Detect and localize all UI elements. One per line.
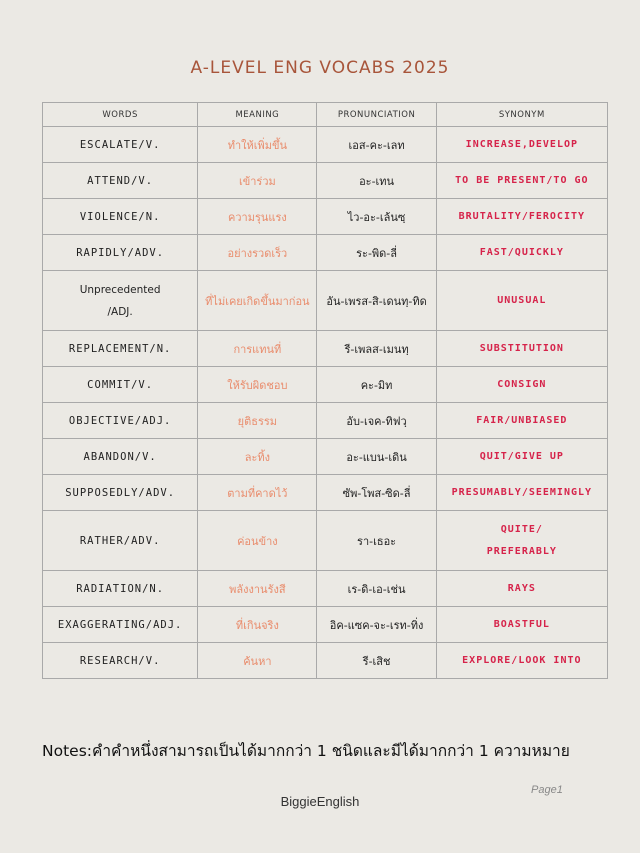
pronunciation-cell: คะ-มิท <box>317 367 436 403</box>
word-cell: Unprecedented /ADJ. <box>43 271 198 331</box>
meaning-cell: ละทิ้ง <box>198 439 317 475</box>
synonym-cell: EXPLORE/LOOK INTO <box>436 643 607 679</box>
pronunciation-cell: ไว-อะ-เล้นซฺ <box>317 199 436 235</box>
table-row <box>43 163 608 199</box>
meaning-cell: ให้รับผิดชอบ <box>198 367 317 403</box>
header-meaning: MEANING <box>198 103 317 127</box>
pronunciation-cell: ระ-พิด-ลี่ <box>317 235 436 271</box>
meaning-cell: เข้าร่วม <box>198 163 317 199</box>
page-number: Page1 <box>531 784 563 796</box>
meaning-cell: ที่ไม่เคยเกิดขึ้นมาก่อน <box>198 271 317 331</box>
word-cell: VIOLENCE/N. <box>43 199 198 235</box>
pronunciation-cell: รี-เพลส-เมนทฺ <box>317 331 436 367</box>
pronunciation-cell: เอส-คะ-เลท <box>317 127 436 163</box>
brand-name: BiggieEnglish <box>280 794 360 809</box>
meaning-cell: ทำให้เพิ่มขึ้น <box>198 127 317 163</box>
synonym-cell: FAST/QUICKLY <box>436 235 607 271</box>
word-cell: SUPPOSEDLY/ADV. <box>43 475 198 511</box>
pronunciation-cell: อะ-เทน <box>317 163 436 199</box>
header-pronunciation: PRONUNCIATION <box>317 103 436 127</box>
meaning-cell: ตามที่คาดไว้ <box>198 475 317 511</box>
pronunciation-cell: อะ-แบน-เดิน <box>317 439 436 475</box>
meaning-cell: ค่อนข้าง <box>198 511 317 571</box>
table-body <box>43 127 608 679</box>
pronunciation-cell: อิค-แซค-จะ-เรท-ทิ่ง <box>317 607 436 643</box>
meaning-cell: พลังงานรังสี <box>198 571 317 607</box>
word-cell: RAPIDLY/ADV. <box>43 235 198 271</box>
table-row <box>43 331 608 367</box>
table-row <box>43 367 608 403</box>
meaning-cell: ความรุนแรง <box>198 199 317 235</box>
meaning-cell: ยุติธรรม <box>198 403 317 439</box>
pronunciation-cell: เร-ดิ-เอ-เช่น <box>317 571 436 607</box>
page-title: A-LEVEL ENG VOCABS 2025 <box>190 58 450 78</box>
table-row <box>43 199 608 235</box>
pronunciation-cell: รา-เธอะ <box>317 511 436 571</box>
synonym-cell: CONSIGN <box>436 367 607 403</box>
table-row <box>43 439 608 475</box>
pronunciation-cell: รี-เสิช <box>317 643 436 679</box>
table-row <box>43 403 608 439</box>
notes-text: Notes:คำคำหนึ่งสามารถเป็นได้มากกว่า 1 ชนิดและมีได้มากกว่า 1 ความหมาย <box>42 742 570 760</box>
word-cell: ATTEND/V. <box>43 163 198 199</box>
synonym-cell: QUIT/GIVE UP <box>436 439 607 475</box>
word-cell: RESEARCH/V. <box>43 643 198 679</box>
synonym-cell: UNUSUAL <box>436 271 607 331</box>
word-cell: RATHER/ADV. <box>43 511 198 571</box>
table-row <box>43 271 608 331</box>
word-cell: COMMIT/V. <box>43 367 198 403</box>
meaning-cell: การแทนที่ <box>198 331 317 367</box>
table-header-row <box>43 103 608 127</box>
synonym-cell: BOASTFUL <box>436 607 607 643</box>
table-row <box>43 235 608 271</box>
synonym-cell: BRUTALITY/FEROCITY <box>436 199 607 235</box>
pronunciation-cell: อัน-เพรส-สิ-เดนทฺ-ทิด <box>317 271 436 331</box>
word-cell: EXAGGERATING/ADJ. <box>43 607 198 643</box>
word-cell: REPLACEMENT/N. <box>43 331 198 367</box>
header-words: WORDS <box>43 103 198 127</box>
meaning-cell: อย่างรวดเร็ว <box>198 235 317 271</box>
header-synonym: SYNONYM <box>436 103 607 127</box>
synonym-cell: TO BE PRESENT/TO GO <box>436 163 607 199</box>
synonym-cell: INCREASE,DEVELOP <box>436 127 607 163</box>
word-cell: RADIATION/N. <box>43 571 198 607</box>
pronunciation-cell: ซัพ-โพส-ซิด-ลี่ <box>317 475 436 511</box>
synonym-cell: PRESUMABLY/SEEMINGLY <box>436 475 607 511</box>
table-row <box>43 643 608 679</box>
word-cell: ESCALATE/V. <box>43 127 198 163</box>
table-row <box>43 607 608 643</box>
word-cell: ABANDON/V. <box>43 439 198 475</box>
vocab-table <box>42 102 608 679</box>
table-row <box>43 571 608 607</box>
word-cell: OBJECTIVE/ADJ. <box>43 403 198 439</box>
meaning-cell: ที่เกินจริง <box>198 607 317 643</box>
pronunciation-cell: อับ-เจค-ทิฟวฺ <box>317 403 436 439</box>
table-row <box>43 127 608 163</box>
synonym-cell: SUBSTITUTION <box>436 331 607 367</box>
synonym-cell: RAYS <box>436 571 607 607</box>
table-row <box>43 511 608 571</box>
meaning-cell: ค้นหา <box>198 643 317 679</box>
synonym-cell: FAIR/UNBIASED <box>436 403 607 439</box>
synonym-cell: QUITE/ PREFERABLY <box>436 511 607 571</box>
table-row <box>43 475 608 511</box>
